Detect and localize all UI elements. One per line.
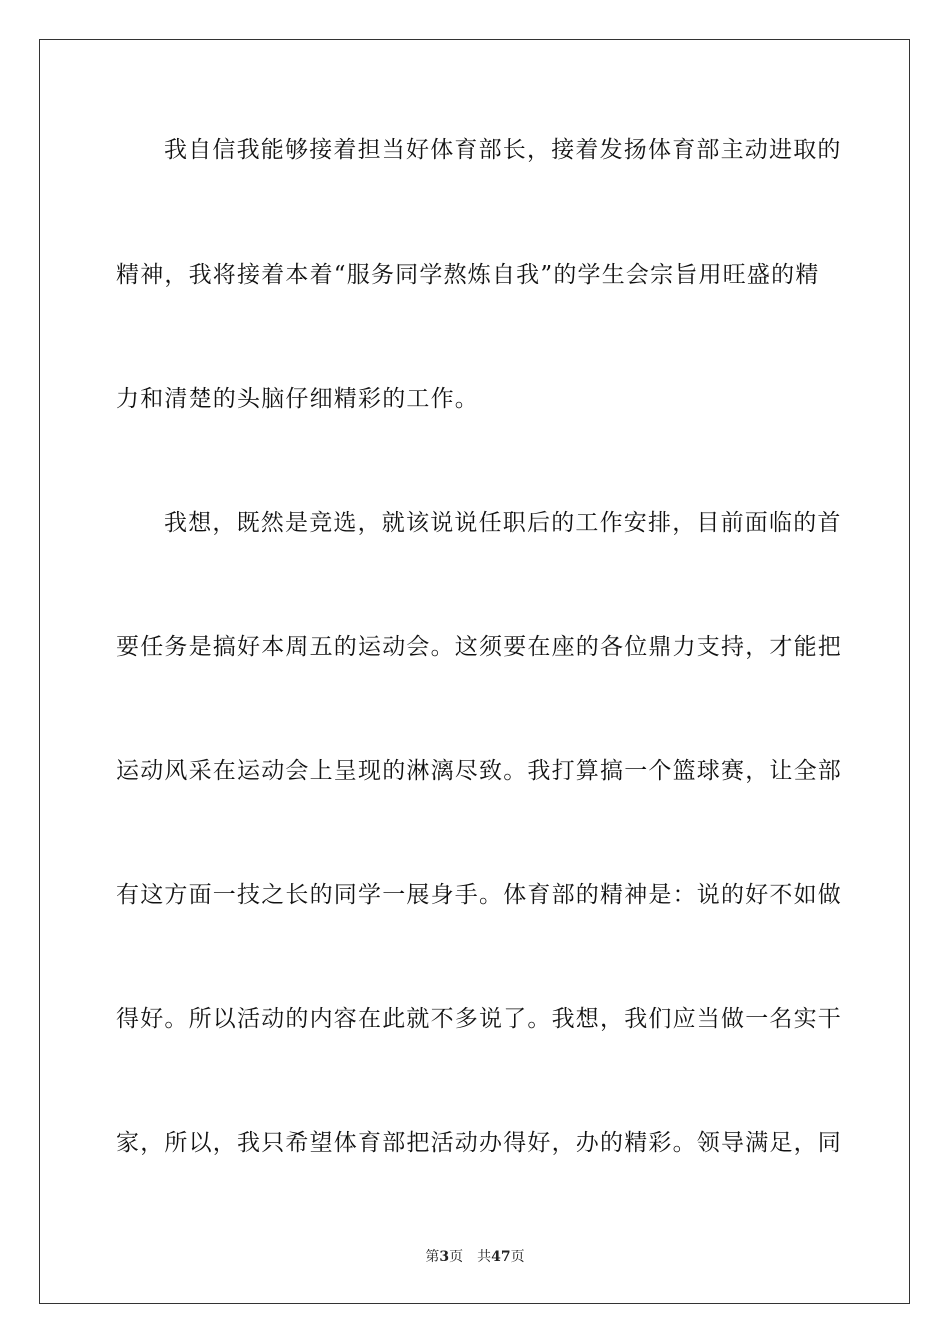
page-footer: [0, 1248, 950, 1266]
paragraph-line: 我自信我能够接着担当好体育部长，接着发扬体育部主动进取的: [164, 137, 842, 163]
paragraph-line: 精神，我将接着本着“服务同学熬炼自我”的学生会宗旨用旺盛的精: [116, 262, 820, 288]
page-border: [39, 39, 910, 1304]
page-prefix: 第: [425, 1249, 440, 1265]
total-prefix: 共: [477, 1249, 492, 1265]
paragraph-line: 要任务是搞好本周五的运动会。这须要在座的各位鼎力支持，才能把: [116, 634, 842, 660]
page-number: 3: [439, 1249, 450, 1265]
paragraph-line: 家，所以，我只希望体育部把活动办得好，办的精彩。领导满足，同: [116, 1130, 842, 1156]
paragraph-line: 运动风采在运动会上呈现的淋漓尽致。我打算搞一个篮球赛，让全部: [116, 758, 842, 784]
paragraph-line: 得好。所以活动的内容在此就不多说了。我想，我们应当做一名实干: [116, 1006, 842, 1032]
total-suffix: 页: [510, 1249, 525, 1265]
page-suffix: 页: [449, 1249, 464, 1265]
paragraph-line: 力和清楚的头脑仔细精彩的工作。: [116, 386, 479, 412]
paragraph-line: 我想，既然是竞选，就该说说任职后的工作安排，目前面临的首: [164, 510, 842, 536]
paragraph-line: 有这方面一技之长的同学一展身手。体育部的精神是：说的好不如做: [116, 882, 842, 908]
total-pages: 47: [491, 1249, 511, 1265]
